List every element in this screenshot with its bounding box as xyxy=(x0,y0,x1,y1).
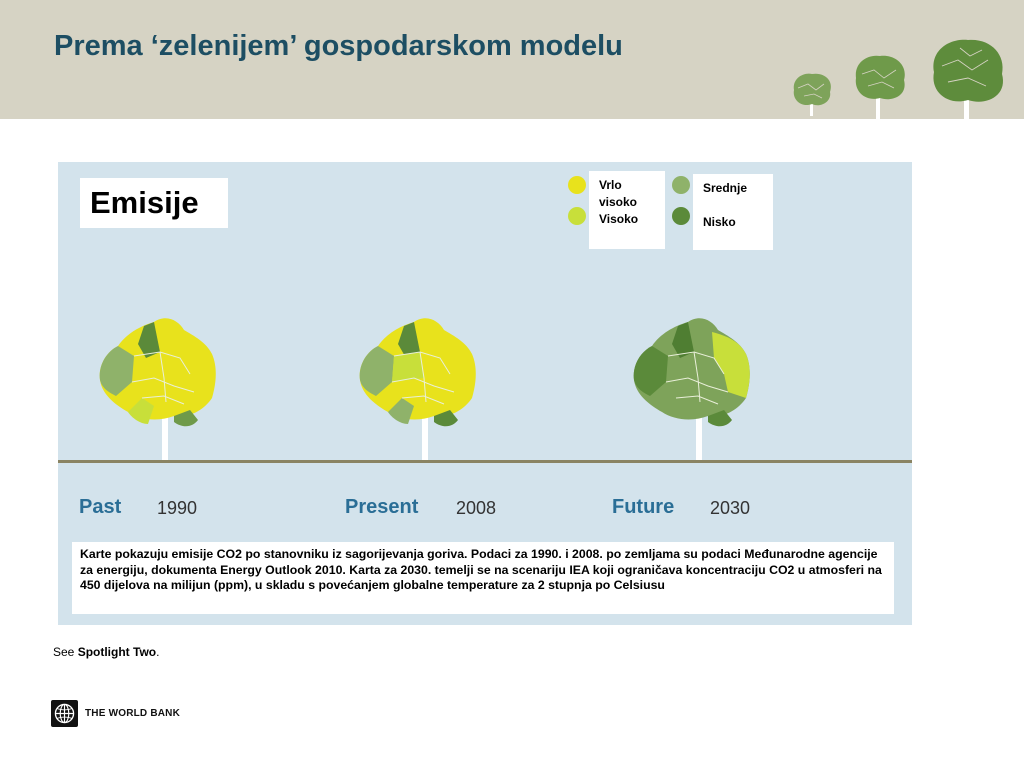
tree-maps-decoration xyxy=(780,30,1010,122)
legend-swatch-high xyxy=(568,207,586,225)
legend-box-2 xyxy=(693,174,773,250)
see-prefix: See xyxy=(53,645,78,659)
legend-box-1 xyxy=(589,171,665,249)
legend-swatch-low xyxy=(672,207,690,225)
emissions-panel xyxy=(58,162,912,625)
year-label-1990: 1990 xyxy=(157,498,198,518)
see-note xyxy=(53,645,159,659)
year-label-2030: 2030 xyxy=(710,498,751,518)
legend-swatch-very-high xyxy=(568,176,586,194)
legend-label-low: Nisko xyxy=(703,215,736,229)
era-label-past: Past xyxy=(79,496,122,518)
year-label-2008: 2008 xyxy=(456,498,497,518)
header-band xyxy=(0,0,1024,119)
see-suffix: . xyxy=(156,645,160,659)
spotlight-link[interactable]: Spotlight Two xyxy=(77,645,157,659)
world-bank-text: THE WORLD BANK xyxy=(85,708,181,719)
tree-map-icon xyxy=(856,56,905,120)
globe-icon xyxy=(51,700,78,727)
era-label-future: Future xyxy=(612,496,675,518)
legend-label-very-high: Vrlo visoko xyxy=(599,178,638,209)
legend-swatch-medium xyxy=(672,176,690,194)
legend-label-medium: Srednje xyxy=(703,181,748,195)
timeline-baseline xyxy=(58,460,912,463)
tree-map-icon xyxy=(794,74,831,116)
europe-map-2030 xyxy=(628,312,768,462)
caption-text: Karte pokazuju emisije CO2 po stanovniku iz sagorijevanja goriva. Podaci za 1990. i 2008. po zemljama su podaci Međunarodne agencije za energiju, dokumenta Energy Outlook 2010. Karta za 2030. temelji se na scenariju IEA koji ograničava koncentraciju CO2 u atmosferi na 450 dijelova na milijun (ppm), u skladu s povećanjem globalne temperature za 2 stupnja po Celsiusu xyxy=(72,542,894,614)
europe-map-2008 xyxy=(354,312,494,462)
slide-title: Prema ‘zelenijem’ gospodarskom modelu xyxy=(54,30,623,62)
world-bank-logo xyxy=(51,700,180,727)
legend-label-high: Visoko xyxy=(599,212,639,226)
europe-map-1990 xyxy=(94,312,234,462)
era-label-present: Present xyxy=(345,496,419,518)
panel-heading: Emisije xyxy=(80,178,228,228)
tree-map-icon xyxy=(933,40,1003,122)
